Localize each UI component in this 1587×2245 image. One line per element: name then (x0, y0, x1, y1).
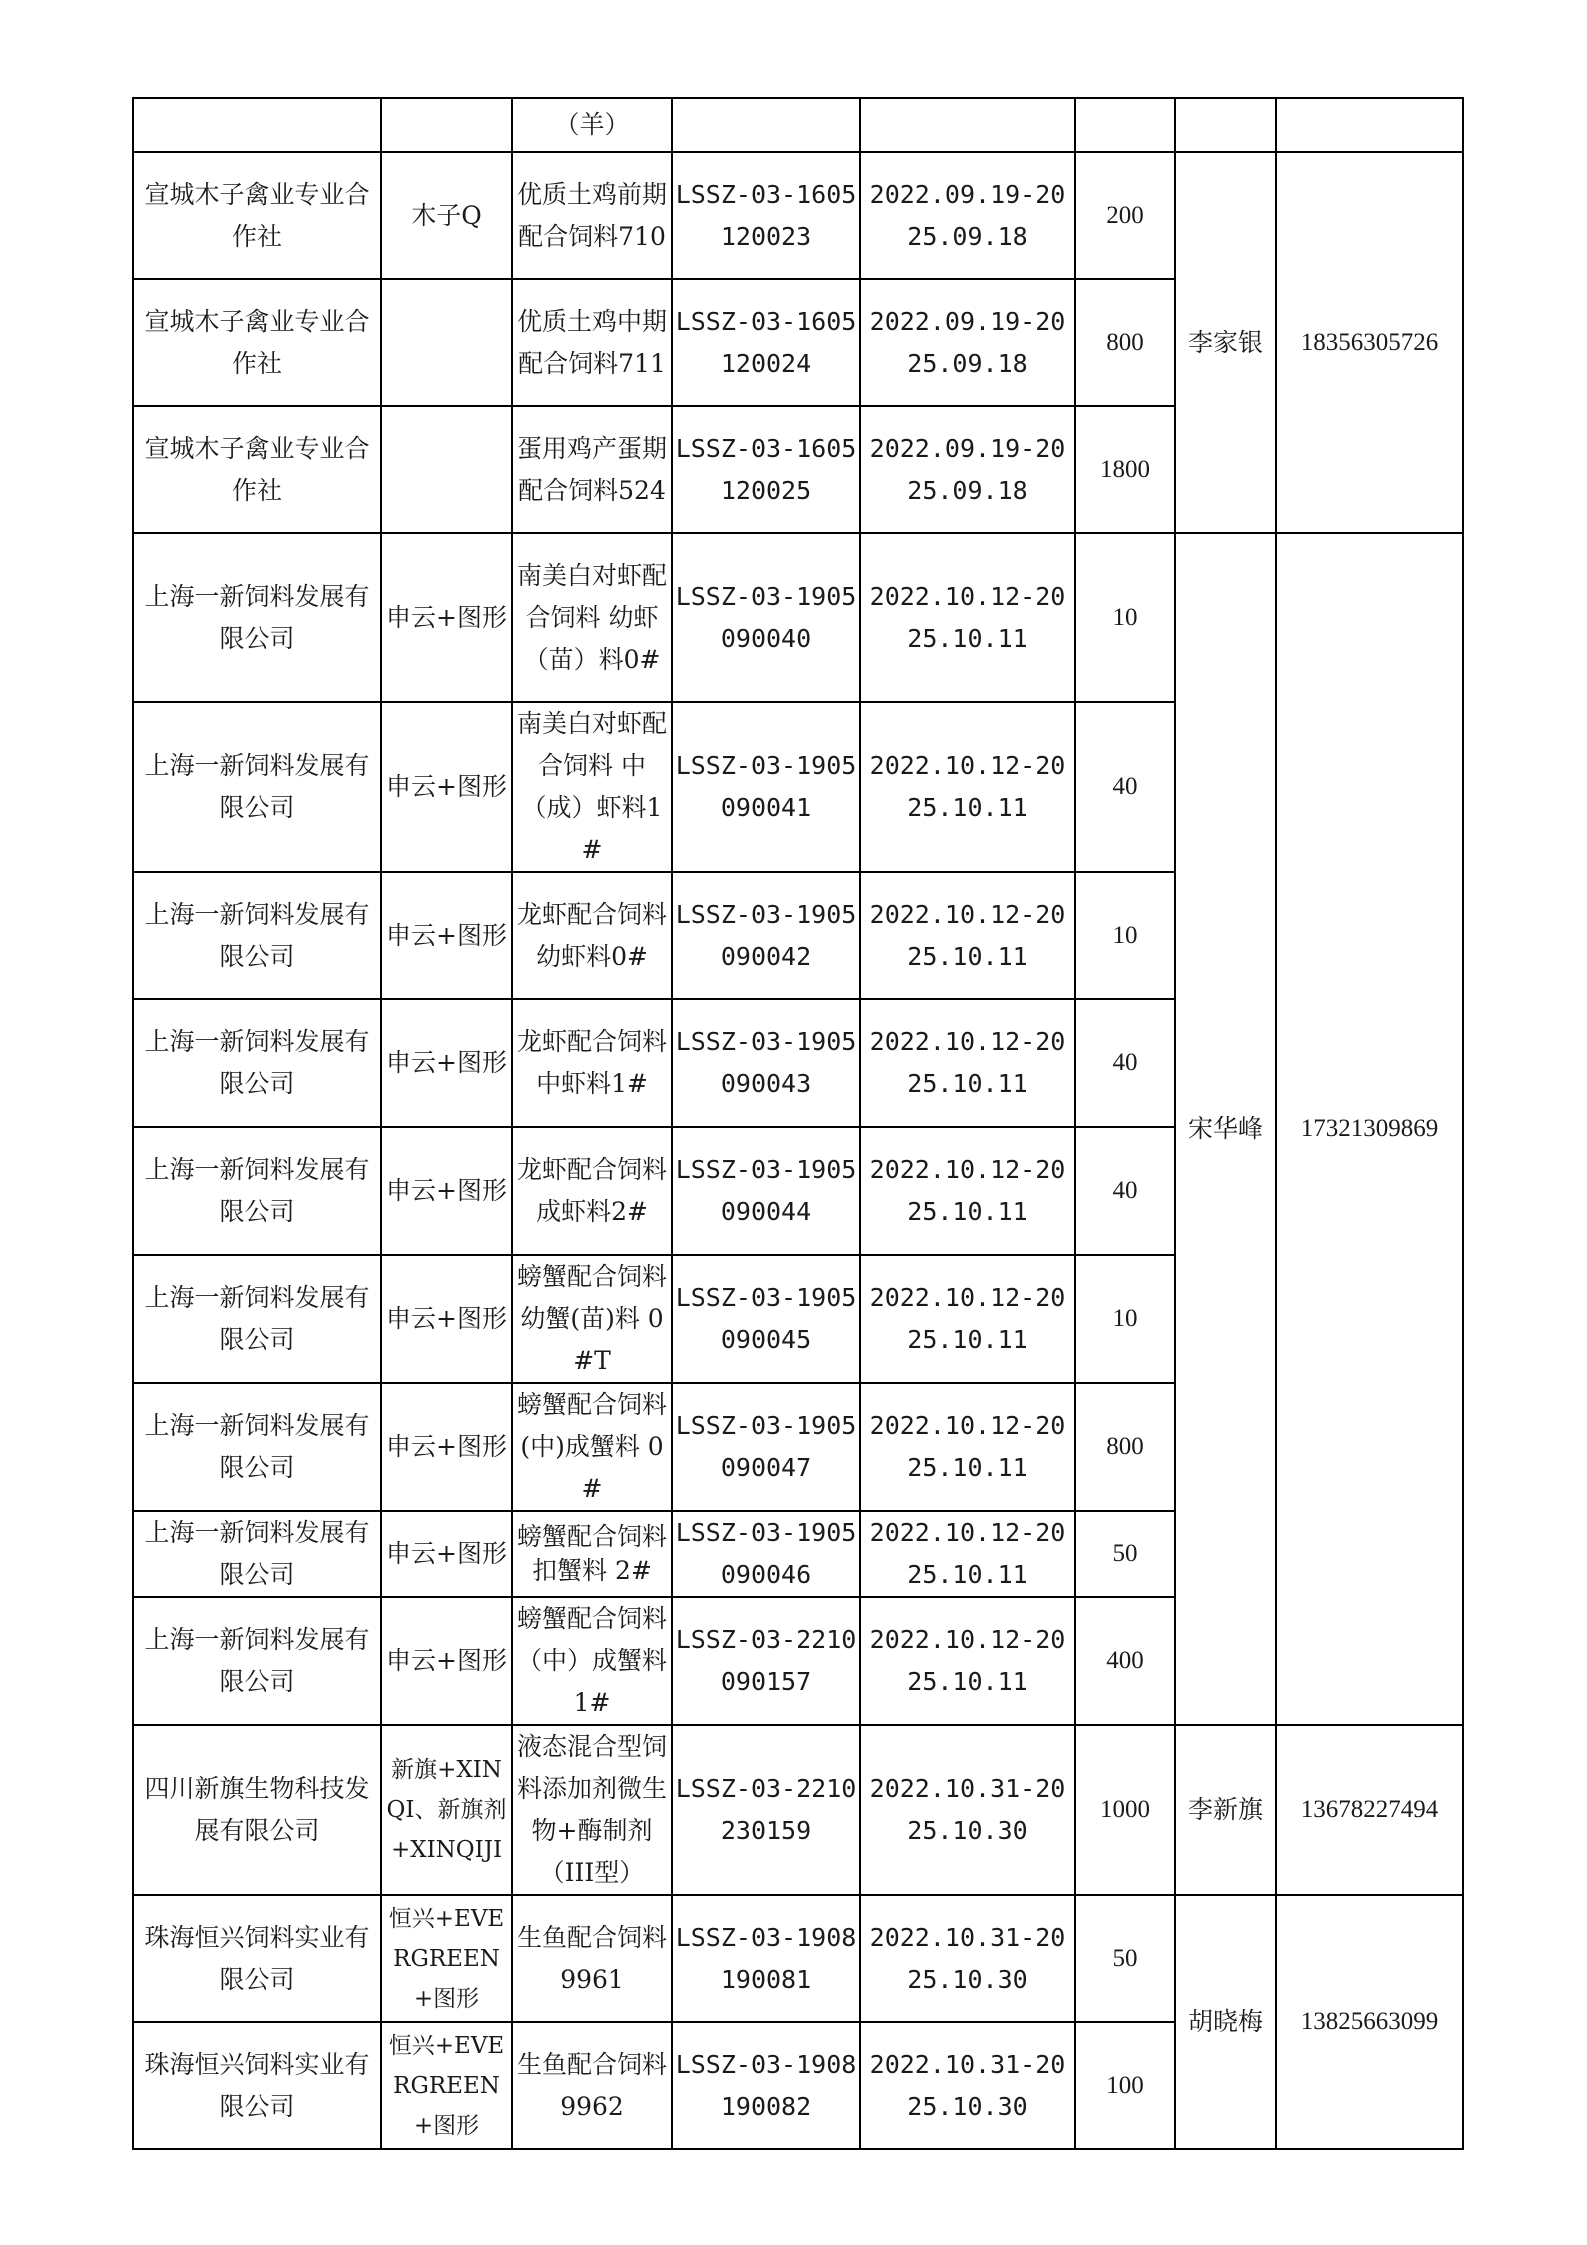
product-cell: 螃蟹配合饲料（中）成蟹料 1# (512, 1597, 672, 1725)
company-cell: 宣城木子禽业专业合作社 (133, 152, 381, 279)
code-cell (672, 98, 860, 152)
product-cell: 优质土鸡前期配合饲料710 (512, 152, 672, 279)
product-cell: 生鱼配合饲料9962 (512, 2022, 672, 2149)
quantity-cell: 10 (1075, 533, 1175, 702)
quantity-cell (1075, 98, 1175, 152)
code-cell: LSSZ-03-1905090042 (672, 872, 860, 999)
brand-cell: 申云+图形 (381, 1127, 512, 1255)
brand-cell: 申云+图形 (381, 999, 512, 1127)
brand-cell (381, 98, 512, 152)
validity-cell: 2022.10.12-2025.10.11 (860, 702, 1075, 872)
quantity-cell: 10 (1075, 872, 1175, 999)
code-cell: LSSZ-03-1905090045 (672, 1255, 860, 1383)
table-row (133, 98, 1463, 152)
company-cell: 上海一新饲料发展有限公司 (133, 1511, 381, 1597)
code-cell: LSSZ-03-1905090046 (672, 1511, 860, 1597)
quantity-cell: 50 (1075, 1511, 1175, 1597)
validity-cell: 2022.10.12-2025.10.11 (860, 872, 1075, 999)
quantity-cell: 1800 (1075, 406, 1175, 533)
table-row (133, 1725, 1463, 1895)
quantity-cell: 400 (1075, 1597, 1175, 1725)
validity-cell (860, 98, 1075, 152)
validity-cell: 2022.10.12-2025.10.11 (860, 1597, 1075, 1725)
code-cell: LSSZ-03-1605120023 (672, 152, 860, 279)
product-cell: 蛋用鸡产蛋期配合饲料524 (512, 406, 672, 533)
quantity-cell: 40 (1075, 1127, 1175, 1255)
company-cell: 宣城木子禽业专业合作社 (133, 279, 381, 406)
validity-cell: 2022.10.12-2025.10.11 (860, 1127, 1075, 1255)
code-cell: LSSZ-03-2210090157 (672, 1597, 860, 1725)
contact-phone-cell: 18356305726 (1276, 152, 1463, 533)
validity-cell: 2022.10.31-2025.10.30 (860, 1895, 1075, 2022)
brand-cell: 申云+图形 (381, 1255, 512, 1383)
validity-cell: 2022.10.31-2025.10.30 (860, 2022, 1075, 2149)
product-cell: 南美白对虾配合饲料 中（成）虾料1# (512, 702, 672, 872)
product-cell: 龙虾配合饲料 中虾料1# (512, 999, 672, 1127)
validity-cell: 2022.09.19-2025.09.18 (860, 279, 1075, 406)
product-cell: 生鱼配合饲料9961 (512, 1895, 672, 2022)
company-cell: 上海一新饲料发展有限公司 (133, 999, 381, 1127)
product-cell: 螃蟹配合饲料扣蟹料 2# (512, 1511, 672, 1597)
brand-cell: 恒兴+EVERGREEN+图形 (381, 2022, 512, 2149)
quantity-cell: 800 (1075, 279, 1175, 406)
table-row (133, 152, 1463, 279)
code-cell: LSSZ-03-1905090043 (672, 999, 860, 1127)
quantity-cell: 1000 (1075, 1725, 1175, 1895)
code-cell: LSSZ-03-1905090041 (672, 702, 860, 872)
code-cell: LSSZ-03-2210230159 (672, 1725, 860, 1895)
brand-cell: 申云+图形 (381, 702, 512, 872)
validity-cell: 2022.10.12-2025.10.11 (860, 1511, 1075, 1597)
company-cell: 上海一新饲料发展有限公司 (133, 872, 381, 999)
code-cell: LSSZ-03-1605120024 (672, 279, 860, 406)
quantity-cell: 100 (1075, 2022, 1175, 2149)
feed-license-table (132, 97, 1464, 2150)
company-cell: 上海一新饲料发展有限公司 (133, 1383, 381, 1511)
quantity-cell: 200 (1075, 152, 1175, 279)
product-cell: 螃蟹配合饲料 幼蟹(苗)料 0#T (512, 1255, 672, 1383)
company-cell: 四川新旗生物科技发展有限公司 (133, 1725, 381, 1895)
code-cell: LSSZ-03-1905090047 (672, 1383, 860, 1511)
contact-name-cell: 宋华峰 (1175, 533, 1276, 1725)
brand-cell: 木子Q (381, 152, 512, 279)
company-cell: 上海一新饲料发展有限公司 (133, 533, 381, 702)
company-cell: 珠海恒兴饲料实业有限公司 (133, 2022, 381, 2149)
table-row (133, 533, 1463, 702)
contact-name-cell (1175, 98, 1276, 152)
contact-name-cell: 李家银 (1175, 152, 1276, 533)
product-cell: （羊） (512, 98, 672, 152)
company-cell: 上海一新饲料发展有限公司 (133, 702, 381, 872)
table-row (133, 1895, 1463, 2022)
brand-cell: 申云+图形 (381, 1597, 512, 1725)
company-cell: 上海一新饲料发展有限公司 (133, 1597, 381, 1725)
contact-phone-cell: 13678227494 (1276, 1725, 1463, 1895)
contact-name-cell: 胡晓梅 (1175, 1895, 1276, 2149)
code-cell: LSSZ-03-1605120025 (672, 406, 860, 533)
product-cell: 龙虾配合饲料 幼虾料0# (512, 872, 672, 999)
quantity-cell: 50 (1075, 1895, 1175, 2022)
quantity-cell: 10 (1075, 1255, 1175, 1383)
company-cell: 珠海恒兴饲料实业有限公司 (133, 1895, 381, 2022)
brand-cell: 申云+图形 (381, 872, 512, 999)
product-cell: 南美白对虾配合饲料 幼虾（苗）料0# (512, 533, 672, 702)
quantity-cell: 40 (1075, 702, 1175, 872)
code-cell: LSSZ-03-1905090044 (672, 1127, 860, 1255)
brand-cell (381, 406, 512, 533)
brand-cell: 申云+图形 (381, 1383, 512, 1511)
quantity-cell: 800 (1075, 1383, 1175, 1511)
validity-cell: 2022.09.19-2025.09.18 (860, 406, 1075, 533)
validity-cell: 2022.10.12-2025.10.11 (860, 999, 1075, 1127)
code-cell: LSSZ-03-1908190082 (672, 2022, 860, 2149)
code-cell: LSSZ-03-1905090040 (672, 533, 860, 702)
quantity-cell: 40 (1075, 999, 1175, 1127)
product-cell: 龙虾配合饲料 成虾料2# (512, 1127, 672, 1255)
brand-cell: 恒兴+EVERGREEN+图形 (381, 1895, 512, 2022)
code-cell: LSSZ-03-1908190081 (672, 1895, 860, 2022)
company-cell: 上海一新饲料发展有限公司 (133, 1127, 381, 1255)
company-cell (133, 98, 381, 152)
product-cell: 液态混合型饲料添加剂微生物+酶制剂（III型） (512, 1725, 672, 1895)
validity-cell: 2022.10.12-2025.10.11 (860, 533, 1075, 702)
validity-cell: 2022.09.19-2025.09.18 (860, 152, 1075, 279)
brand-cell: 新旗+XINQI、新旗剂+XINQIJI (381, 1725, 512, 1895)
contact-name-cell: 李新旗 (1175, 1725, 1276, 1895)
contact-phone-cell: 17321309869 (1276, 533, 1463, 1725)
brand-cell (381, 279, 512, 406)
contact-phone-cell (1276, 98, 1463, 152)
validity-cell: 2022.10.12-2025.10.11 (860, 1383, 1075, 1511)
brand-cell: 申云+图形 (381, 533, 512, 702)
company-cell: 宣城木子禽业专业合作社 (133, 406, 381, 533)
contact-phone-cell: 13825663099 (1276, 1895, 1463, 2149)
brand-cell: 申云+图形 (381, 1511, 512, 1597)
company-cell: 上海一新饲料发展有限公司 (133, 1255, 381, 1383)
validity-cell: 2022.10.31-2025.10.30 (860, 1725, 1075, 1895)
product-cell: 优质土鸡中期配合饲料711 (512, 279, 672, 406)
product-cell: 螃蟹配合饲料(中)成蟹料 0# (512, 1383, 672, 1511)
validity-cell: 2022.10.12-2025.10.11 (860, 1255, 1075, 1383)
